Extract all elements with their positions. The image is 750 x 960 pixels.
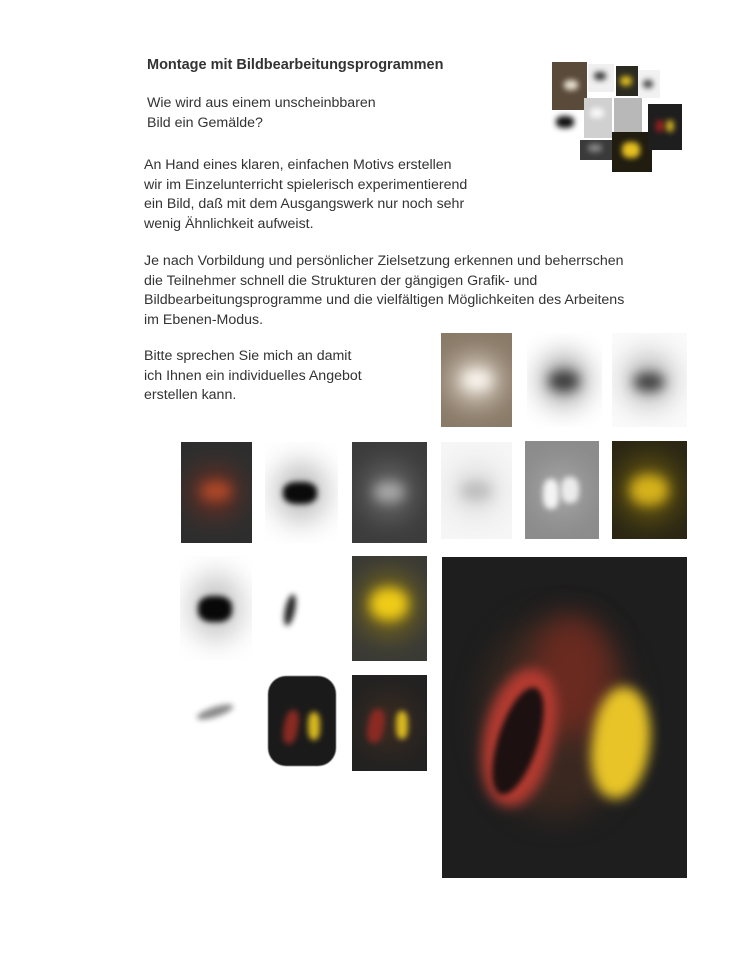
final-artwork-image bbox=[442, 557, 687, 878]
thumbnail-grey-blur bbox=[527, 333, 602, 427]
thumbnail-composite-rounded bbox=[268, 676, 336, 766]
thumbnail-grey-blur-light bbox=[612, 333, 687, 427]
thumbnail-black-on-white bbox=[265, 442, 338, 543]
paragraph-intro: An Hand eines klaren, einfachen Motivs erstellen wir im Einzelunterricht spielerisch experimentierend ein Bild, daß mit dem Ausgangswerk nur noch sehr wenig Ähnlichkeit aufweist. bbox=[144, 157, 468, 232]
thumbnail-grey-on-dark bbox=[352, 442, 427, 543]
thumbnail-faint-grey bbox=[441, 442, 512, 539]
question-text: Wie wird aus einem unscheinbbaren Bild ein Gemälde? bbox=[147, 95, 376, 131]
thumbnail-gold-bright bbox=[352, 556, 427, 661]
collage-image bbox=[550, 62, 685, 174]
thumbnail-grey-brushstroke bbox=[180, 675, 252, 771]
thumbnail-black-shape bbox=[180, 556, 252, 660]
thumbnail-dark-stroke bbox=[265, 556, 338, 660]
thumbnail-red-on-dark bbox=[181, 442, 252, 543]
thumbnail-white-on-grey bbox=[525, 441, 599, 539]
paragraph-structures: Je nach Vorbildung und persönlicher Zielsetzung erkennen und beherrschen die Teilnehmer schnell die Strukturen der gängigen Grafik- und Bildbearbeitungsprogramme und die vielfältigen Möglichkeiten des Arbeitens im Ebenen-Modus. bbox=[144, 253, 625, 328]
paragraph-contact: Bitte sprechen Sie mich an damit ich Ihnen ein individuelles Angebot erstellen kann. bbox=[144, 348, 362, 403]
thumbnail-original-photo bbox=[441, 333, 512, 427]
thumbnail-gold-on-dark bbox=[612, 441, 687, 539]
page-title: Montage mit Bildbearbeitungsprogrammen bbox=[147, 57, 444, 73]
thumbnail-composite bbox=[352, 675, 427, 771]
